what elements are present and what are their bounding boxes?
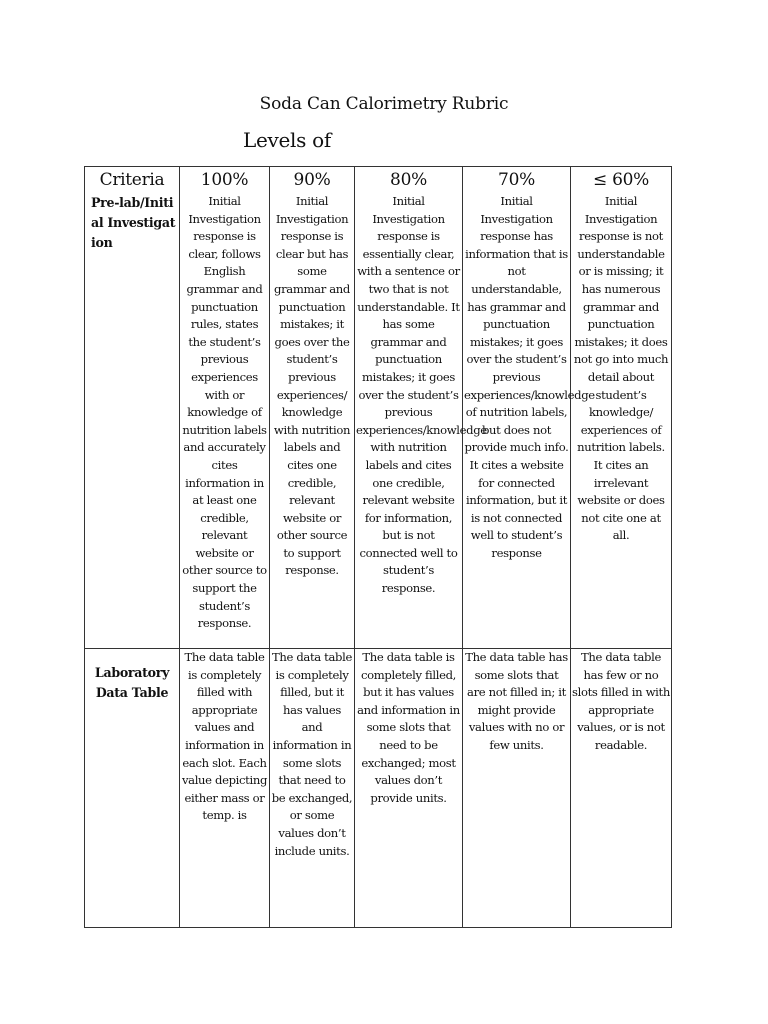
cell-text: The data table is completely filled with appropriate values and information in each slot. Each value depicting either mass or temp. is <box>181 650 268 823</box>
rubric-cell-60-or-less <box>571 193 672 649</box>
rubric-cell-70 <box>463 193 595 649</box>
cell-text: Initial Investigation response is not understandable or is missing; it has numerous grammar and punctuation mistakes; it does not go into much detail about student’s knowledge/ experiences of nutrition labels. It cites an irrelevant website or does not cite one at all. <box>573 194 669 543</box>
header-level-90: 90% <box>270 167 355 194</box>
cell-text: The data table has few or no slots filled in with appropriate values, or is not readable. <box>572 650 670 752</box>
rubric-cell-80 <box>355 649 463 928</box>
header-level-70: 70% <box>463 167 571 194</box>
criteria-cell <box>85 649 180 928</box>
rubric-cell-100 <box>180 649 270 928</box>
rubric-cell-90 <box>270 193 355 649</box>
rubric-cell-70 <box>463 649 571 928</box>
cell-text: Initial Investigation response is essentially clear, with a sentence or two that is not understandable. It has some grammar and punctuation mistakes; it goes over the student’s previous experiences/knowledge with nutrition labels and cites one credible, relevant website for information, but is not connected well to student’s response. <box>356 194 487 596</box>
rubric-table <box>84 166 672 928</box>
levels-heading: Levels of <box>243 128 332 152</box>
criteria-cell <box>85 193 180 649</box>
rubric-cell-80 <box>355 193 487 649</box>
document-title: Soda Can Calorimetry Rubric <box>259 94 509 114</box>
table-row <box>85 193 672 649</box>
criteria-label: Laboratory Data Table <box>94 665 170 700</box>
cell-text: The data table is completely filled, but it has values and information in some slots that need to be exchanged; most values don’t provide units. <box>357 650 460 805</box>
cell-text: Initial Investigation response is clear, follows English grammar and punctuation rules, states the student’s previous experiences with or knowledge of nutrition labels and accurately cites information in at least one credible, relevant website or other source to support the student’s response. <box>182 194 267 631</box>
header-level-100: 100% <box>180 167 270 194</box>
header-level-80: 80% <box>355 167 463 194</box>
header-level-60-or-less: ≤ 60% <box>571 167 672 194</box>
rubric-cell-100 <box>180 193 270 649</box>
rubric-cell-60-or-less <box>571 649 672 928</box>
rubric-cell-90 <box>270 649 355 928</box>
header-criteria: Criteria <box>85 167 180 194</box>
header-row <box>85 167 672 194</box>
cell-text: The data table has some slots that are not filled in; it might provide values with no or few units. <box>465 650 568 752</box>
cell-text: The data table is completely filled, but it has values and information in some slots that need to be exchanged, or some values don’t include units. <box>271 650 353 858</box>
criteria-label: Pre-lab/Initial Investigation <box>91 195 176 250</box>
table-row <box>85 649 672 928</box>
cell-text: Initial Investigation response is clear but has some grammar and punctuation mistakes; it goes over the student’s previous experiences/ knowledge with nutrition labels and cites one credible, relevant website or other source to support response. <box>273 194 351 578</box>
cell-text: Initial Investigation response has information that is not understandable, has grammar and punctuation mistakes; it goes over the student’s previous experiences/knowledge of nutrition labels, but does not provide much info. It cites a website for connected information, but it is not connected well to student’s response <box>464 194 595 560</box>
